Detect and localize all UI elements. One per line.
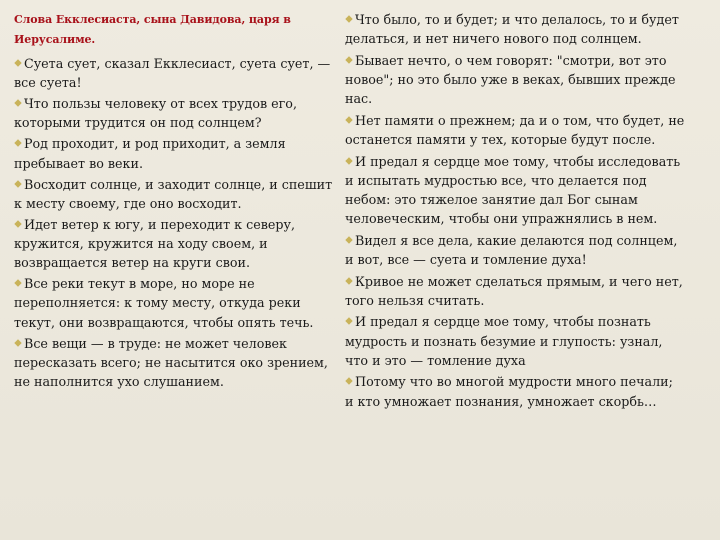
- paragraph: [345, 152, 685, 229]
- bullet-icon: [14, 99, 22, 107]
- bullet-icon: [345, 15, 353, 23]
- bullet-icon: [14, 339, 22, 347]
- paragraph-text: Суета сует, сказал Екклесиаст, суета сует, — все суета!: [14, 56, 331, 91]
- bullet-icon: [14, 279, 22, 287]
- paragraph: [14, 94, 336, 132]
- paragraph-text: Род проходит, и род приходит, а земля пребывает во веки.: [14, 136, 286, 171]
- bullet-icon: [345, 157, 353, 165]
- paragraph-text: Потому что во многой мудрости много печали; и кто умножает познания, умножает скорбь…: [345, 374, 673, 409]
- paragraph-text: И предал я сердце мое тому, чтобы исследовать и испытать мудростью все, что делается под небом: это тяжелое занятие дал Бог сынам человеческим, чтобы они упражнялись в нем.: [345, 153, 681, 227]
- paragraph: [14, 215, 336, 273]
- paragraph-text: Кривое не может сделаться прямым, и чего нет, того нельзя считать.: [345, 273, 683, 308]
- bullet-icon: [14, 139, 22, 147]
- bullet-icon: [345, 56, 353, 64]
- bullet-icon: [345, 377, 353, 385]
- paragraph-text: Видел я все дела, какие делаются под солнцем, и вот, все — суета и томление духа!: [345, 232, 678, 267]
- paragraph: [345, 231, 685, 269]
- bullet-icon: [14, 220, 22, 228]
- slide-title: Слова Екклесиаста, сына Давидова, царя в Иерусалиме.: [14, 13, 291, 46]
- paragraph: [345, 111, 685, 149]
- paragraph: [345, 51, 685, 109]
- paragraph: [14, 175, 336, 213]
- paragraph-text: Бывает нечто, о чем говорят: "смотри, вот это новое"; но это было уже в веках, бывших прежде нас.: [345, 52, 676, 107]
- right-column: [345, 10, 685, 413]
- paragraph: [345, 272, 685, 310]
- paragraph-text: Что было, то и будет; и что делалось, то и будет делаться, и нет ничего нового под солнцем.: [345, 12, 679, 47]
- paragraph: [14, 274, 336, 332]
- paragraph-text: Восходит солнце, и заходит солнце, и спешит к месту своему, где оно восходит.: [14, 176, 333, 211]
- left-column: [14, 10, 336, 393]
- bullet-icon: [345, 116, 353, 124]
- paragraph: [14, 334, 336, 392]
- bullet-icon: [14, 59, 22, 67]
- paragraph: [345, 372, 685, 410]
- paragraph-text: И предал я сердце мое тому, чтобы познать мудрость и познать безумие и глупость: узнал, что и это — томление духа: [345, 314, 663, 368]
- paragraph-text: Все вещи — в труде: не может человек пересказать всего; не насытится око зрением, не наполнится ухо слушанием.: [14, 335, 328, 390]
- paragraph-text: Нет памяти о прежнем; да и о том, что будет, не останется памяти у тех, которые будут после.: [345, 112, 685, 147]
- paragraph: [14, 54, 336, 92]
- paragraph-text: Идет ветер к югу, и переходит к северу, кружится, кружится на ходу своем, и возвращается ветер на круги свои.: [14, 216, 296, 271]
- bullet-icon: [345, 317, 353, 325]
- paragraph: [14, 134, 336, 172]
- bullet-icon: [345, 236, 353, 244]
- paragraph: [345, 312, 685, 370]
- bullet-icon: [14, 180, 22, 188]
- bullet-icon: [345, 277, 353, 285]
- paragraph-text: Что пользы человеку от всех трудов его, которыми трудится он под солнцем?: [14, 96, 297, 131]
- paragraph-text: Все реки текут в море, но море не переполняется: к тому месту, откуда реки текут, они возвращаются, чтобы опять течь.: [14, 276, 314, 330]
- paragraph: [345, 10, 685, 48]
